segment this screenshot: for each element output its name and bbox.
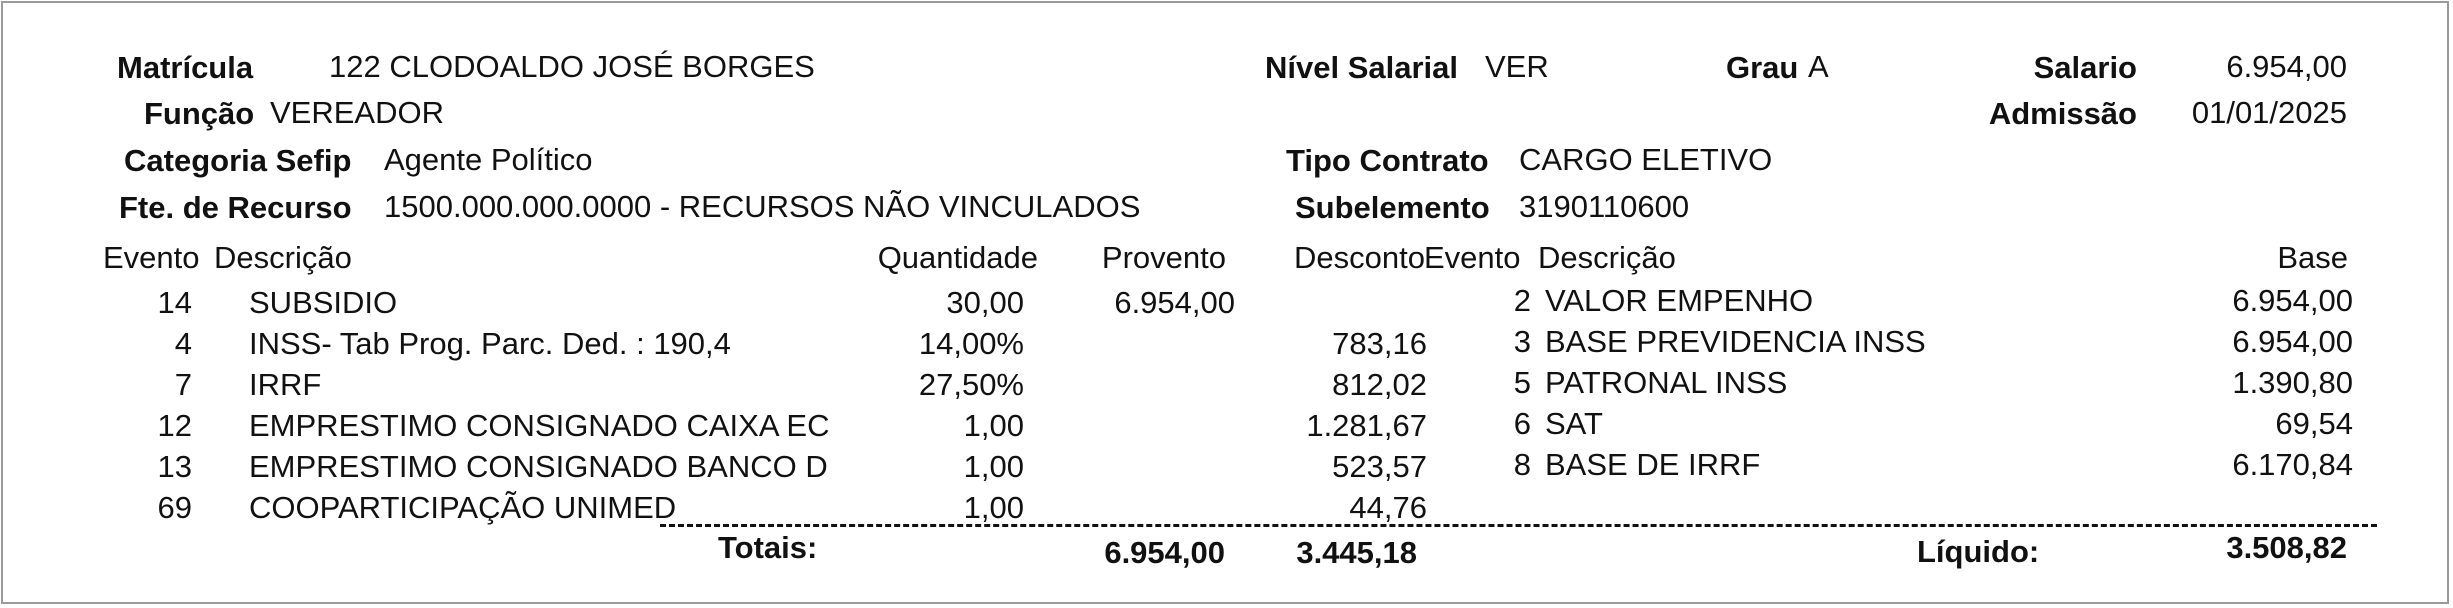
event-desc: EMPRESTIMO CONSIGNADO BANCO D [249,449,828,484]
event-qty: 30,00 [946,285,1024,320]
categoria-label: Categoria Sefip [124,143,352,178]
event-qty: 1,00 [963,449,1024,484]
col-evento-right: Evento [1424,240,1521,275]
base-value: 1.390,80 [2232,365,2353,400]
fonte-label: Fte. de Recurso [119,190,352,225]
event-desconto: 1.281,67 [1306,408,1427,443]
totals-provento: 6.954,00 [1104,535,1225,570]
col-provento: Provento [1101,240,1226,275]
liquido-label: Líquido: [1917,534,2040,569]
grau-label: Grau [1726,50,1799,85]
tipo-contrato-value: CARGO ELETIVO [1519,142,1773,177]
event-desconto: 783,16 [1332,326,1427,361]
event-qty: 14,00% [918,326,1024,361]
base-desc: SAT [1545,406,1603,441]
base-desc: VALOR EMPENHO [1545,283,1814,318]
col-desconto: Desconto [1294,240,1425,275]
base-code: 3 [1513,324,1531,359]
event-code: 12 [157,408,192,443]
event-desc: COOPARTICIPAÇÃO UNIMED [249,490,677,525]
col-descricao-left: Descrição [214,240,352,275]
base-value: 6.954,00 [2232,324,2353,359]
categoria-value: Agente Político [384,142,593,177]
event-code: 13 [157,449,192,484]
liquido-value: 3.508,82 [2226,530,2347,565]
base-value: 69,54 [2275,406,2353,441]
subelemento-label: Subelemento [1295,190,1490,225]
totals-label: Totais: [718,530,818,565]
nivel-salarial-value: VER [1485,49,1549,84]
col-evento-left: Evento [103,240,200,275]
admissao-label: Admissão [1988,96,2137,131]
funcao-value: VEREADOR [270,95,444,130]
event-qty: 1,00 [963,408,1024,443]
event-desc: INSS- Tab Prog. Parc. Ded. : 190,4 [249,326,731,361]
col-base: Base [2277,240,2348,275]
base-code: 2 [1513,283,1531,318]
base-code: 5 [1513,365,1531,400]
admissao-value: 01/01/2025 [2191,95,2347,130]
base-code: 6 [1513,406,1531,441]
salario-label: Salario [2033,50,2137,85]
funcao-label: Função [144,96,255,131]
event-desc: EMPRESTIMO CONSIGNADO CAIXA EC [249,408,830,443]
base-desc: PATRONAL INSS [1545,365,1788,400]
event-code: 14 [157,285,192,320]
event-desc: SUBSIDIO [249,285,398,320]
totals-separator [660,524,2377,527]
event-code: 4 [174,326,192,361]
base-value: 6.954,00 [2232,283,2353,318]
base-desc: BASE DE IRRF [1545,447,1761,482]
event-desconto: 44,76 [1349,490,1427,525]
nivel-salarial-label: Nível Salarial [1265,50,1459,85]
salario-value: 6.954,00 [2226,49,2347,84]
totals-desconto: 3.445,18 [1296,535,1417,570]
event-desc: IRRF [249,367,322,402]
event-qty: 27,50% [918,367,1024,402]
tipo-contrato-label: Tipo Contrato [1286,143,1489,178]
event-desconto: 812,02 [1332,367,1427,402]
base-desc: BASE PREVIDENCIA INSS [1545,324,1926,359]
grau-value: A [1808,49,1829,84]
fonte-value: 1500.000.000.0000 - RECURSOS NÃO VINCULADOS [384,189,1141,224]
base-code: 8 [1513,447,1531,482]
matricula-label: Matrícula [117,50,254,85]
event-code: 69 [157,490,192,525]
subelemento-value: 3190110600 [1519,189,1690,224]
event-desconto: 523,57 [1332,449,1427,484]
event-provento: 6.954,00 [1114,285,1235,320]
event-qty: 1,00 [963,490,1024,525]
event-code: 7 [174,367,192,402]
col-descricao-right: Descrição [1538,240,1676,275]
matricula-value: 122 CLODOALDO JOSÉ BORGES [329,49,815,84]
col-quantidade: Quantidade [877,240,1038,275]
base-value: 6.170,84 [2232,447,2353,482]
